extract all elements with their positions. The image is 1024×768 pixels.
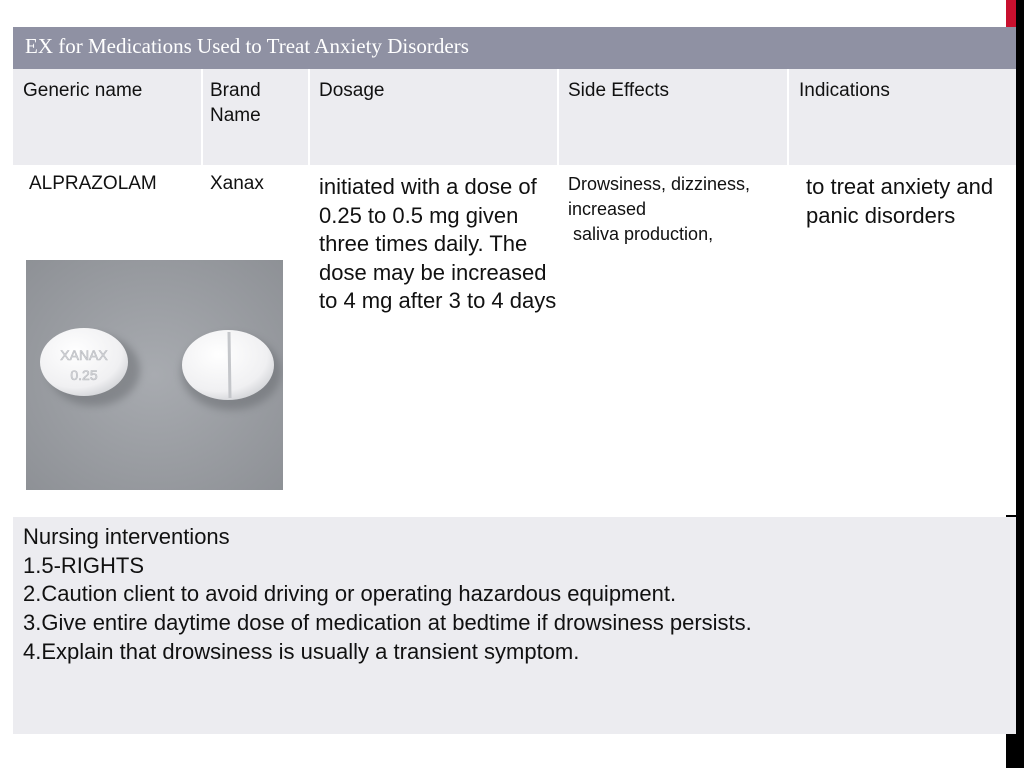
cell-indications: to treat anxiety and panic disorders [806, 174, 994, 228]
side-effects-line-1: Drowsiness, dizziness, increased [568, 174, 751, 219]
pill-imprint-line-1: XANAX [60, 347, 108, 363]
cell-generic-name: ALPRAZOLAM [29, 173, 157, 194]
pill-imprint-line-2: 0.25 [70, 367, 98, 383]
nursing-item: 3.Give entire daytime dose of medication at bedtime if drowsiness persists. [23, 610, 752, 636]
nursing-item: 1.5-RIGHTS [23, 552, 145, 578]
pill-score-line [229, 332, 230, 398]
nursing-item: 2.Caution client to avoid driving or operating hazardous equipment. [23, 581, 677, 607]
cell-dosage: initiated with a dose of 0.25 to 0.5 mg given three times daily. The dose may be increased to 4 mg after 3 to 4 days [319, 174, 557, 313]
xanax-pill-photo [26, 260, 283, 490]
nursing-heading: Nursing interventions [23, 524, 230, 549]
header-dosage: Dosage [309, 69, 559, 165]
nursing-item: 4.Explain that drowsiness is usually a transient symptom. [23, 638, 580, 664]
header-generic-name: Generic name [13, 69, 203, 165]
slide-title-bar [13, 27, 1016, 69]
header-indications: Indications [799, 80, 890, 101]
header-brand-name: Brand Name [200, 69, 310, 165]
nursing-interventions-box [13, 517, 1016, 734]
cell-brand-name: Xanax [210, 173, 264, 194]
pill-photo-illustration [26, 260, 283, 490]
side-effects-line-2: saliva production, [573, 224, 714, 244]
table-header-row [13, 69, 1016, 165]
header-side-effects: Side Effects [558, 69, 789, 165]
cell-side-effects [568, 165, 793, 247]
slide-title: EX for Medications Used to Treat Anxiety Disorders [25, 34, 469, 58]
